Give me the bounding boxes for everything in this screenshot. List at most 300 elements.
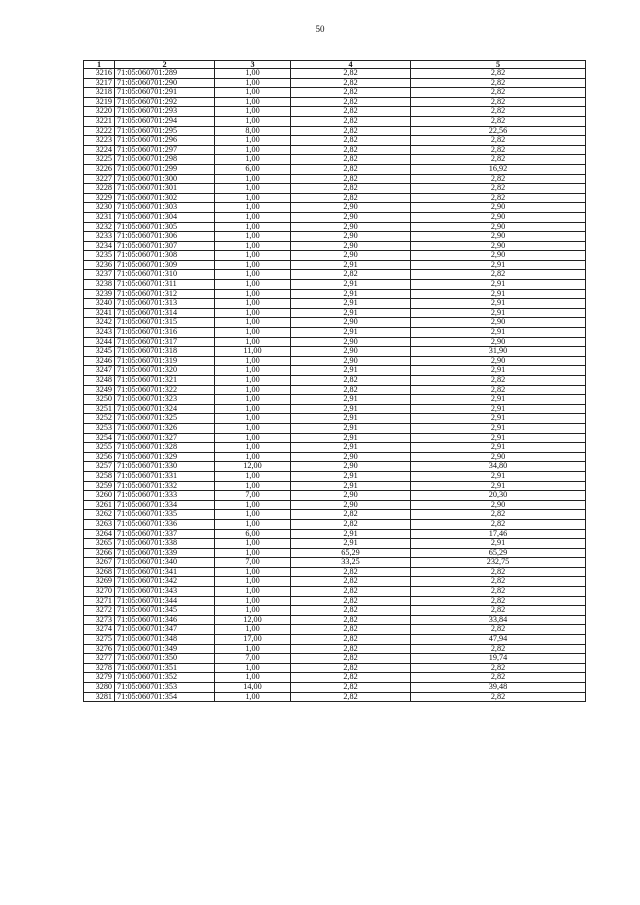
column-3-cell: 1,00	[215, 567, 291, 577]
row-number-cell: 3255	[84, 443, 115, 453]
column-4-cell: 2,82	[291, 673, 411, 683]
column-5-cell: 2,82	[411, 193, 586, 203]
column-5-cell: 2,91	[411, 539, 586, 549]
table-row	[84, 356, 586, 366]
column-4-cell: 2,82	[291, 164, 411, 174]
row-number-cell: 3252	[84, 414, 115, 424]
column-4-cell: 2,91	[291, 328, 411, 338]
cadastral-number-cell: 71:05:060701:297	[115, 145, 215, 155]
column-4-cell: 2,91	[291, 404, 411, 414]
column-5-cell: 2,90	[411, 356, 586, 366]
column-5-cell: 2,91	[411, 423, 586, 433]
table-row	[84, 452, 586, 462]
column-header-2: 2	[115, 61, 215, 69]
column-4-cell: 2,90	[291, 318, 411, 328]
row-number-cell: 3250	[84, 395, 115, 405]
column-3-cell: 1,00	[215, 289, 291, 299]
cadastral-number-cell: 71:05:060701:326	[115, 423, 215, 433]
table-row	[84, 270, 586, 280]
column-4-cell: 2,82	[291, 126, 411, 136]
table-row	[84, 443, 586, 453]
column-4-cell: 65,29	[291, 548, 411, 558]
column-5-cell: 2,91	[411, 471, 586, 481]
column-4-cell: 2,82	[291, 625, 411, 635]
column-5-cell: 2,82	[411, 510, 586, 520]
column-3-cell: 12,00	[215, 462, 291, 472]
column-5-cell: 2,91	[411, 414, 586, 424]
column-3-cell: 8,00	[215, 126, 291, 136]
table-row	[84, 241, 586, 251]
row-number-cell: 3256	[84, 452, 115, 462]
row-number-cell: 3248	[84, 376, 115, 386]
column-4-cell: 2,82	[291, 606, 411, 616]
column-3-cell: 1,00	[215, 212, 291, 222]
table-row	[84, 289, 586, 299]
cadastral-number-cell: 71:05:060701:292	[115, 97, 215, 107]
cadastral-number-cell: 71:05:060701:333	[115, 491, 215, 501]
column-4-cell: 2,82	[291, 577, 411, 587]
column-4-cell: 2,82	[291, 88, 411, 98]
column-5-cell: 2,82	[411, 692, 586, 702]
table-row	[84, 596, 586, 606]
cadastral-number-cell: 71:05:060701:342	[115, 577, 215, 587]
cadastral-number-cell: 71:05:060701:313	[115, 299, 215, 309]
column-5-cell: 2,91	[411, 366, 586, 376]
column-4-cell: 2,82	[291, 596, 411, 606]
column-3-cell: 1,00	[215, 414, 291, 424]
cadastral-number-cell: 71:05:060701:324	[115, 404, 215, 414]
cadastral-number-cell: 71:05:060701:332	[115, 481, 215, 491]
column-3-cell: 1,00	[215, 116, 291, 126]
table-row	[84, 299, 586, 309]
cadastral-number-cell: 71:05:060701:340	[115, 558, 215, 568]
column-3-cell: 1,00	[215, 519, 291, 529]
column-4-cell: 2,82	[291, 692, 411, 702]
column-3-cell: 1,00	[215, 260, 291, 270]
column-5-cell: 2,82	[411, 663, 586, 673]
column-4-cell: 2,91	[291, 299, 411, 309]
row-number-cell: 3269	[84, 577, 115, 587]
cadastral-number-cell: 71:05:060701:311	[115, 280, 215, 290]
row-number-cell: 3220	[84, 107, 115, 117]
row-number-cell: 3254	[84, 433, 115, 443]
cadastral-number-cell: 71:05:060701:306	[115, 232, 215, 242]
cadastral-number-cell: 71:05:060701:302	[115, 193, 215, 203]
table-row	[84, 78, 586, 88]
cadastral-number-cell: 71:05:060701:319	[115, 356, 215, 366]
cadastral-number-cell: 71:05:060701:336	[115, 519, 215, 529]
cadastral-number-cell: 71:05:060701:341	[115, 567, 215, 577]
row-number-cell: 3227	[84, 174, 115, 184]
column-4-cell: 2,91	[291, 289, 411, 299]
column-4-cell: 2,82	[291, 663, 411, 673]
column-4-cell: 2,82	[291, 174, 411, 184]
cadastral-number-cell: 71:05:060701:331	[115, 471, 215, 481]
column-3-cell: 1,00	[215, 452, 291, 462]
column-5-cell: 2,82	[411, 97, 586, 107]
column-4-cell: 2,90	[291, 462, 411, 472]
column-4-cell: 2,90	[291, 347, 411, 357]
column-4-cell: 2,82	[291, 136, 411, 146]
column-5-cell: 2,82	[411, 174, 586, 184]
column-4-cell: 2,91	[291, 260, 411, 270]
column-3-cell: 1,00	[215, 548, 291, 558]
table-row	[84, 308, 586, 318]
column-3-cell: 12,00	[215, 615, 291, 625]
column-header-4: 4	[291, 61, 411, 69]
row-number-cell: 3240	[84, 299, 115, 309]
cadastral-number-cell: 71:05:060701:329	[115, 452, 215, 462]
column-3-cell: 11,00	[215, 347, 291, 357]
row-number-cell: 3231	[84, 212, 115, 222]
row-number-cell: 3217	[84, 78, 115, 88]
cadastral-number-cell: 71:05:060701:295	[115, 126, 215, 136]
row-number-cell: 3223	[84, 136, 115, 146]
cadastral-number-cell: 71:05:060701:309	[115, 260, 215, 270]
column-5-cell: 31,90	[411, 347, 586, 357]
column-5-cell: 2,91	[411, 299, 586, 309]
table-row	[84, 606, 586, 616]
column-4-cell: 2,91	[291, 481, 411, 491]
column-3-cell: 1,00	[215, 433, 291, 443]
table-row	[84, 414, 586, 424]
column-4-cell: 2,91	[291, 529, 411, 539]
table-row	[84, 635, 586, 645]
cadastral-number-cell: 71:05:060701:312	[115, 289, 215, 299]
row-number-cell: 3218	[84, 88, 115, 98]
row-number-cell: 3239	[84, 289, 115, 299]
column-4-cell: 2,82	[291, 184, 411, 194]
table-row	[84, 222, 586, 232]
cadastral-number-cell: 71:05:060701:352	[115, 673, 215, 683]
column-4-cell: 2,82	[291, 97, 411, 107]
column-3-cell: 1,00	[215, 337, 291, 347]
cadastral-number-cell: 71:05:060701:337	[115, 529, 215, 539]
row-number-cell: 3260	[84, 491, 115, 501]
column-5-cell: 2,82	[411, 88, 586, 98]
column-5-cell: 2,91	[411, 395, 586, 405]
cadastral-number-cell: 71:05:060701:320	[115, 366, 215, 376]
table-row	[84, 347, 586, 357]
cadastral-number-cell: 71:05:060701:330	[115, 462, 215, 472]
column-5-cell: 2,82	[411, 606, 586, 616]
cadastral-number-cell: 71:05:060701:318	[115, 347, 215, 357]
cadastral-number-cell: 71:05:060701:339	[115, 548, 215, 558]
column-4-cell: 2,90	[291, 212, 411, 222]
row-number-cell: 3222	[84, 126, 115, 136]
column-5-cell: 2,90	[411, 500, 586, 510]
row-number-cell: 3219	[84, 97, 115, 107]
column-4-cell: 2,82	[291, 69, 411, 79]
column-5-cell: 2,91	[411, 280, 586, 290]
table-row	[84, 376, 586, 386]
column-4-cell: 2,90	[291, 241, 411, 251]
column-4-cell: 2,82	[291, 376, 411, 386]
column-3-cell: 6,00	[215, 529, 291, 539]
column-5-cell: 2,90	[411, 318, 586, 328]
row-number-cell: 3277	[84, 654, 115, 664]
cadastral-number-cell: 71:05:060701:321	[115, 376, 215, 386]
cadastral-number-cell: 71:05:060701:308	[115, 251, 215, 261]
table-row	[84, 625, 586, 635]
table-row	[84, 558, 586, 568]
row-number-cell: 3233	[84, 232, 115, 242]
column-4-cell: 2,82	[291, 644, 411, 654]
column-4-cell: 2,90	[291, 232, 411, 242]
column-5-cell: 2,91	[411, 260, 586, 270]
column-4-cell: 2,91	[291, 414, 411, 424]
column-5-cell: 2,91	[411, 289, 586, 299]
column-5-cell: 22,56	[411, 126, 586, 136]
row-number-cell: 3238	[84, 280, 115, 290]
column-header-3: 3	[215, 61, 291, 69]
table-row	[84, 395, 586, 405]
column-5-cell: 2,82	[411, 567, 586, 577]
column-5-cell: 2,91	[411, 308, 586, 318]
table-row	[84, 663, 586, 673]
column-5-cell: 39,48	[411, 683, 586, 693]
table-row	[84, 510, 586, 520]
table-row	[84, 404, 586, 414]
row-number-cell: 3228	[84, 184, 115, 194]
column-3-cell: 1,00	[215, 280, 291, 290]
table-row	[84, 567, 586, 577]
row-number-cell: 3266	[84, 548, 115, 558]
column-3-cell: 1,00	[215, 136, 291, 146]
page-number: 50	[315, 24, 325, 34]
table-row	[84, 107, 586, 117]
table-row	[84, 193, 586, 203]
column-3-cell: 1,00	[215, 404, 291, 414]
table-row	[84, 577, 586, 587]
column-3-cell: 1,00	[215, 596, 291, 606]
table-row	[84, 337, 586, 347]
column-3-cell: 1,00	[215, 500, 291, 510]
column-5-cell: 2,82	[411, 107, 586, 117]
table-row	[84, 654, 586, 664]
column-3-cell: 1,00	[215, 606, 291, 616]
row-number-cell: 3268	[84, 567, 115, 577]
row-number-cell: 3272	[84, 606, 115, 616]
row-number-cell: 3251	[84, 404, 115, 414]
row-number-cell: 3241	[84, 308, 115, 318]
table-row	[84, 529, 586, 539]
cadastral-number-cell: 71:05:060701:348	[115, 635, 215, 645]
table-row	[84, 539, 586, 549]
column-3-cell: 1,00	[215, 145, 291, 155]
cadastral-number-cell: 71:05:060701:349	[115, 644, 215, 654]
column-5-cell: 2,91	[411, 443, 586, 453]
column-3-cell: 1,00	[215, 318, 291, 328]
row-number-cell: 3234	[84, 241, 115, 251]
column-3-cell: 1,00	[215, 241, 291, 251]
cadastral-number-cell: 71:05:060701:293	[115, 107, 215, 117]
table-row	[84, 212, 586, 222]
cadastral-number-cell: 71:05:060701:299	[115, 164, 215, 174]
column-3-cell: 1,00	[215, 308, 291, 318]
column-4-cell: 2,90	[291, 452, 411, 462]
table-row	[84, 164, 586, 174]
row-number-cell: 3275	[84, 635, 115, 645]
table-row	[84, 462, 586, 472]
column-5-cell: 16,92	[411, 164, 586, 174]
column-5-cell: 2,82	[411, 673, 586, 683]
table-row	[84, 318, 586, 328]
column-4-cell: 2,91	[291, 366, 411, 376]
column-4-cell: 2,82	[291, 116, 411, 126]
table-row	[84, 328, 586, 338]
cadastral-number-cell: 71:05:060701:290	[115, 78, 215, 88]
column-4-cell: 2,90	[291, 491, 411, 501]
cadastral-number-cell: 71:05:060701:327	[115, 433, 215, 443]
row-number-cell: 3232	[84, 222, 115, 232]
column-5-cell: 2,91	[411, 404, 586, 414]
column-5-cell: 2,82	[411, 184, 586, 194]
column-4-cell: 2,82	[291, 385, 411, 395]
cadastral-number-cell: 71:05:060701:298	[115, 155, 215, 165]
row-number-cell: 3249	[84, 385, 115, 395]
row-number-cell: 3259	[84, 481, 115, 491]
column-4-cell: 2,82	[291, 155, 411, 165]
row-number-cell: 3216	[84, 69, 115, 79]
row-number-cell: 3264	[84, 529, 115, 539]
row-number-cell: 3244	[84, 337, 115, 347]
table-row	[84, 615, 586, 625]
column-5-cell: 2,82	[411, 270, 586, 280]
column-5-cell: 33,84	[411, 615, 586, 625]
column-5-cell: 2,82	[411, 78, 586, 88]
row-number-cell: 3279	[84, 673, 115, 683]
table-row	[84, 232, 586, 242]
row-number-cell: 3245	[84, 347, 115, 357]
cadastral-number-cell: 71:05:060701:323	[115, 395, 215, 405]
column-header-5: 5	[411, 61, 586, 69]
column-3-cell: 1,00	[215, 78, 291, 88]
row-number-cell: 3261	[84, 500, 115, 510]
row-number-cell: 3271	[84, 596, 115, 606]
column-3-cell: 1,00	[215, 232, 291, 242]
column-3-cell: 1,00	[215, 673, 291, 683]
table-row	[84, 519, 586, 529]
row-number-cell: 3226	[84, 164, 115, 174]
column-4-cell: 2,82	[291, 635, 411, 645]
column-5-cell: 47,94	[411, 635, 586, 645]
row-number-cell: 3281	[84, 692, 115, 702]
cadastral-number-cell: 71:05:060701:328	[115, 443, 215, 453]
table-row	[84, 174, 586, 184]
column-3-cell: 7,00	[215, 654, 291, 664]
column-3-cell: 1,00	[215, 88, 291, 98]
column-3-cell: 1,00	[215, 193, 291, 203]
row-number-cell: 3246	[84, 356, 115, 366]
cadastral-number-cell: 71:05:060701:304	[115, 212, 215, 222]
column-3-cell: 1,00	[215, 644, 291, 654]
cadastral-number-cell: 71:05:060701:310	[115, 270, 215, 280]
column-3-cell: 7,00	[215, 491, 291, 501]
column-4-cell: 2,90	[291, 251, 411, 261]
cadastral-number-cell: 71:05:060701:350	[115, 654, 215, 664]
row-number-cell: 3225	[84, 155, 115, 165]
cadastral-number-cell: 71:05:060701:354	[115, 692, 215, 702]
column-5-cell: 2,91	[411, 328, 586, 338]
column-3-cell: 1,00	[215, 510, 291, 520]
column-3-cell: 1,00	[215, 692, 291, 702]
table-row	[84, 184, 586, 194]
row-number-cell: 3235	[84, 251, 115, 261]
row-number-cell: 3262	[84, 510, 115, 520]
row-number-cell: 3257	[84, 462, 115, 472]
column-5-cell: 2,90	[411, 212, 586, 222]
cadastral-number-cell: 71:05:060701:351	[115, 663, 215, 673]
row-number-cell: 3236	[84, 260, 115, 270]
column-4-cell: 2,90	[291, 500, 411, 510]
cadastral-number-cell: 71:05:060701:338	[115, 539, 215, 549]
column-4-cell: 2,91	[291, 471, 411, 481]
column-3-cell: 1,00	[215, 299, 291, 309]
table-body	[84, 69, 586, 702]
column-5-cell: 34,80	[411, 462, 586, 472]
column-5-cell: 2,90	[411, 337, 586, 347]
column-4-cell: 2,91	[291, 539, 411, 549]
column-3-cell: 1,00	[215, 663, 291, 673]
row-number-cell: 3224	[84, 145, 115, 155]
cadastral-number-cell: 71:05:060701:296	[115, 136, 215, 146]
row-number-cell: 3258	[84, 471, 115, 481]
column-5-cell: 2,91	[411, 433, 586, 443]
cadastral-number-cell: 71:05:060701:291	[115, 88, 215, 98]
column-4-cell: 2,90	[291, 337, 411, 347]
row-number-cell: 3242	[84, 318, 115, 328]
column-3-cell: 1,00	[215, 539, 291, 549]
column-4-cell: 2,82	[291, 107, 411, 117]
table-row	[84, 126, 586, 136]
header-row	[84, 61, 586, 69]
cadastral-number-cell: 71:05:060701:334	[115, 500, 215, 510]
column-3-cell: 6,00	[215, 164, 291, 174]
column-3-cell: 1,00	[215, 203, 291, 213]
column-4-cell: 2,82	[291, 145, 411, 155]
table-row	[84, 155, 586, 165]
cadastral-number-cell: 71:05:060701:335	[115, 510, 215, 520]
column-5-cell: 2,82	[411, 385, 586, 395]
table-row	[84, 251, 586, 261]
cadastral-number-cell: 71:05:060701:301	[115, 184, 215, 194]
row-number-cell: 3263	[84, 519, 115, 529]
column-4-cell: 2,91	[291, 423, 411, 433]
table-row	[84, 280, 586, 290]
column-4-cell: 2,82	[291, 567, 411, 577]
column-5-cell: 2,82	[411, 587, 586, 597]
cadastral-number-cell: 71:05:060701:303	[115, 203, 215, 213]
column-5-cell: 2,82	[411, 519, 586, 529]
column-5-cell: 17,46	[411, 529, 586, 539]
data-table	[83, 60, 586, 702]
cadastral-number-cell: 71:05:060701:322	[115, 385, 215, 395]
row-number-cell: 3230	[84, 203, 115, 213]
row-number-cell: 3253	[84, 423, 115, 433]
column-4-cell: 2,82	[291, 654, 411, 664]
column-4-cell: 2,90	[291, 222, 411, 232]
table-row	[84, 683, 586, 693]
table-row	[84, 644, 586, 654]
table-row	[84, 481, 586, 491]
column-3-cell: 1,00	[215, 376, 291, 386]
row-number-cell: 3265	[84, 539, 115, 549]
table-row	[84, 385, 586, 395]
column-5-cell: 2,90	[411, 222, 586, 232]
cadastral-number-cell: 71:05:060701:343	[115, 587, 215, 597]
column-3-cell: 1,00	[215, 385, 291, 395]
